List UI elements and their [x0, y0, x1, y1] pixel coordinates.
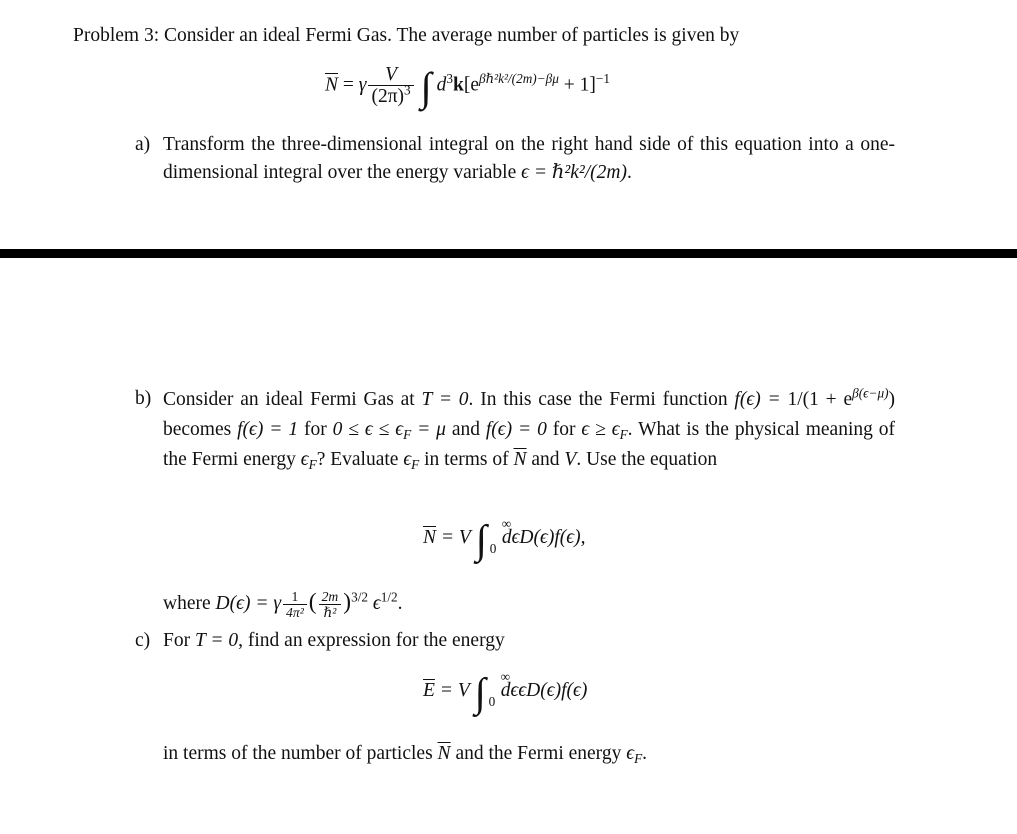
part-b-body [163, 385, 895, 475]
D-frac [283, 589, 307, 620]
D-frac-den: 4π² [286, 605, 304, 621]
part-b-line1b: . In this case the Fermi function [468, 389, 735, 410]
part-a-text: Transform the three-dimensional integral on the right hand side of this equation into a one-dimensional integral over the energy variable [163, 134, 895, 184]
eq3-rhs-prefix: = V [439, 680, 470, 701]
eq1-gamma: γ [358, 74, 367, 96]
part-b-becomes: becomes [163, 419, 238, 440]
eq3-lhs: $\overline{E}$ [423, 680, 435, 701]
part-c-label: c) [135, 630, 151, 651]
part-c-body [163, 627, 895, 655]
D-definition-body [163, 586, 895, 620]
part-b-eq-mu: = μ [411, 419, 446, 440]
D-frac-num: 1 [283, 589, 307, 605]
D-paren-num: 2m [319, 589, 342, 605]
part-b-V: V [564, 449, 577, 470]
eq3-integral [474, 669, 511, 716]
part-c-final [135, 740, 895, 768]
part-b-sub-F1: F [403, 426, 412, 442]
part-b-label: b) [135, 388, 152, 409]
part-b-dot: . [627, 419, 633, 440]
part-b-T0: T = 0 [421, 389, 469, 410]
eq2-lower-limit: 0 [489, 541, 497, 557]
eq3-upper-limit: ∞ [500, 669, 511, 684]
eq1-plus-one: + 1] [558, 74, 596, 96]
part-b [135, 385, 895, 475]
eq1-bracket-open: [e [463, 74, 480, 96]
D-paren-den: ℏ² [323, 605, 337, 621]
part-b-line1: Consider an ideal Fermi Gas at [163, 389, 422, 410]
part-b-epsF2: ϵ [403, 449, 412, 470]
eq1-d-exp: 3 [446, 71, 454, 87]
problem-heading [73, 22, 973, 50]
part-a-body [163, 131, 895, 188]
D-paren-open: ( [308, 589, 317, 615]
part-b-range2: ϵ ≥ ϵ [581, 419, 620, 440]
part-c [135, 627, 895, 655]
eq1-k-vector: k [453, 74, 464, 96]
eq2-integral [475, 516, 512, 563]
D-eps: ϵ [372, 593, 381, 614]
part-c-final-end: . [642, 743, 648, 764]
part-b-sub-F2: F [619, 426, 628, 442]
eq1-integral-sign: ∫ [420, 64, 432, 110]
part-b-epsF: ϵ [300, 449, 309, 470]
part-a-end: . [627, 162, 632, 184]
part-a [135, 131, 895, 188]
section-divider [0, 249, 1017, 258]
part-b-N: $\overline{N}$ [513, 449, 527, 470]
part-c-T0: T = 0 [194, 630, 239, 651]
problem-title: Problem 3: Consider an ideal Fermi Gas. The average number of particles is given by [73, 25, 740, 46]
part-c-final-body [163, 740, 895, 768]
part-b-fermi-exp: β(ϵ−μ) [852, 385, 889, 401]
part-c-N: $\overline{N}$ [437, 743, 451, 764]
part-c-text-before: For [163, 630, 195, 651]
D-end: . [397, 593, 403, 614]
part-c-final-before: in terms of the number of particles [163, 743, 438, 764]
part-b-f0: f(ϵ) = 0 [485, 419, 547, 440]
D-where: where [163, 593, 216, 614]
part-b-range1: 0 ≤ ϵ ≤ ϵ [332, 419, 404, 440]
part-b-in-terms: in terms of [419, 449, 514, 470]
eq2-upper-limit: ∞ [501, 516, 512, 531]
part-b-f-eps: f(ϵ) = [734, 389, 781, 410]
part-b-sub-F4: F [411, 456, 420, 472]
eq2-lhs: $\overline{N}$ [423, 527, 437, 548]
equation-average-number [325, 64, 610, 108]
part-c-sub-F: F [634, 750, 643, 766]
eq1-frac-den-exp: 3 [404, 83, 411, 99]
D-paren-frac [319, 589, 342, 620]
equation-N-integral [423, 516, 586, 563]
eq3-lower-limit: 0 [488, 694, 496, 710]
part-b-sub-F3: F [308, 456, 317, 472]
D-exp: 3/2 [351, 589, 368, 605]
part-c-text-after: , find an expression for the energy [238, 630, 505, 651]
D-eps-exp: 1/2 [380, 589, 398, 605]
D-def: D(ϵ) = γ [215, 593, 282, 614]
eq3-integrand: dϵϵD(ϵ)f(ϵ) [500, 680, 588, 701]
part-b-question2: ? Evaluate [316, 449, 404, 470]
part-b-for2: for [546, 419, 582, 440]
part-c-final-mid: and the Fermi energy [450, 743, 627, 764]
part-b-fermi-close: ) [888, 389, 896, 410]
part-b-and: and [445, 419, 486, 440]
part-b-and-V: and [531, 449, 565, 470]
eq1-frac-num: V [368, 64, 413, 86]
part-b-question: What is the physical meaning of the Fermi energy [163, 419, 895, 470]
eq1-equals: = [342, 74, 354, 96]
eq2-integrand: dϵD(ϵ)f(ϵ), [501, 527, 586, 548]
eq1-frac-den [368, 83, 413, 108]
equation-E-integral [423, 669, 588, 716]
eq2-integral-sign: ∫ [475, 517, 487, 563]
part-c-epsF: ϵ [626, 743, 635, 764]
part-a-formula: ϵ = ℏ²k²/(2m) [521, 162, 628, 184]
eq1-d: d [436, 74, 447, 96]
part-a-label: a) [135, 134, 151, 155]
eq1-lhs: $\overline{N}$ [325, 74, 339, 96]
eq1-outer-exp: −1 [595, 71, 610, 87]
part-b-use-eq: . Use the equation [576, 449, 718, 470]
D-paren-close: ) [343, 589, 352, 615]
part-b-f1: f(ϵ) = 1 [237, 419, 299, 440]
eq1-fraction [368, 64, 413, 108]
eq2-rhs-prefix: = V [440, 527, 471, 548]
part-b-fermi-fn: 1/(1 + e [787, 389, 853, 410]
part-b-for1: for [298, 419, 333, 440]
eq1-exponent: βℏ²k²/(2m)−βμ [479, 71, 559, 87]
eq1-frac-den-base: (2π) [371, 86, 405, 108]
D-definition [135, 586, 895, 620]
eq3-integral-sign: ∫ [474, 670, 486, 716]
